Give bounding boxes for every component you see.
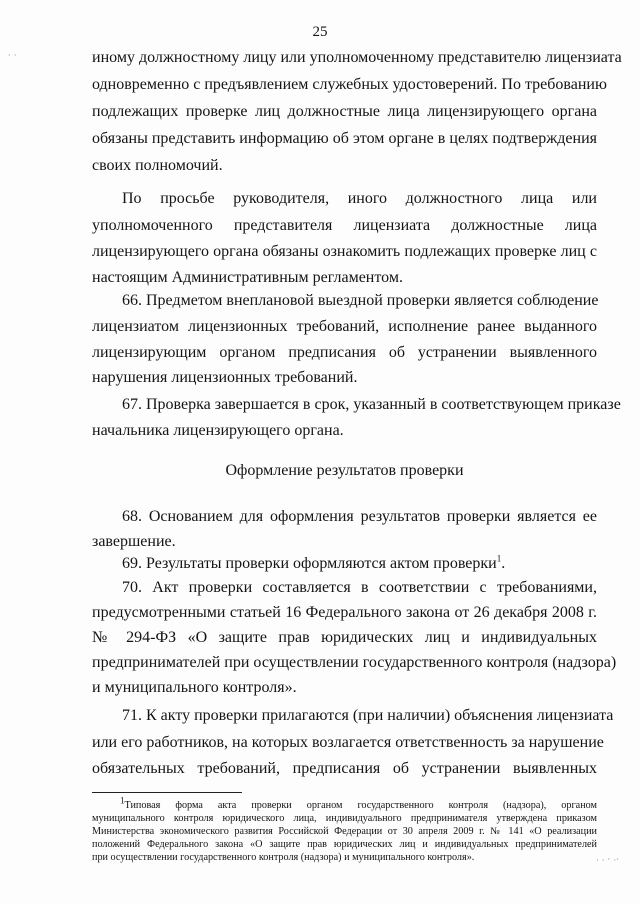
item-66-line: 66. Предметом внеплановой выездной проверки является соблюдение: [122, 292, 599, 309]
paragraph-line: иному должностному лицу или уполномоченному представителю лицензиата: [92, 49, 622, 66]
paragraph-line: уполномоченного представителя лицензиата должностные лица: [92, 217, 597, 234]
footnote-line: [120, 795, 597, 812]
scan-artifact: ˑ ˑ: [8, 52, 17, 62]
item-67-line: начальника лицензирующего органа.: [92, 422, 344, 439]
item-70-line: предусмотренными статьей 16 Федерального закона от 26 декабря 2008 г.: [92, 604, 597, 621]
paragraph-line: настоящим Административным регламентом.: [92, 269, 403, 286]
footnote-marker: 1: [120, 795, 125, 806]
item-70-line: предпринимателей при осуществлении государственного контроля (надзора): [92, 654, 617, 671]
page-number: 25: [312, 24, 328, 40]
item-71-line: 71. К акту проверки прилагаются (при наличии) объяснения лицензиата: [122, 707, 614, 724]
footnote-divider: [92, 792, 242, 793]
item-66-line: лицензирующим органом предписания об устранении выявленного: [92, 344, 597, 361]
section-heading: Оформление результатов проверки: [225, 462, 464, 479]
footnote-line: муниципального контроля юридического лица, индивидуального предпринимателя утверждена приказом: [92, 813, 597, 824]
item-68-line: завершение.: [92, 533, 176, 550]
footnote-line: Министерства экономического развития Российской Федерации от 30 апреля 2009 г. № 141 «О реализации: [92, 826, 597, 837]
item-67-line: 67. Проверка завершается в срок, указанный в соответствующем приказе: [122, 396, 621, 413]
paragraph-line: одновременно с предъявлением служебных удостоверений. По требованию: [92, 76, 607, 93]
item-69-period: .: [501, 555, 506, 572]
scan-artifact: · · ˑ ·ˑ: [596, 856, 620, 866]
paragraph-line: По просьбе руководителя, иного должностного лица или: [122, 190, 597, 207]
paragraph-line: обязаны представить информацию об этом органе в целях подтверждения: [92, 130, 597, 147]
item-69-line: [122, 553, 597, 575]
item-66-line: лицензиатом лицензионных требований, исполнение ранее выданного: [92, 318, 597, 335]
footnote-line: при осуществлении государственного контроля (надзора) и муниципального контроля».: [92, 852, 475, 863]
item-68-line: 68. Основанием для оформления результатов проверки является ее: [122, 508, 597, 525]
item-69-text: 69. Результаты проверки оформляются актом проверки: [122, 555, 497, 572]
paragraph-line: подлежащих проверке лиц должностные лица лицензирующего органа: [92, 103, 597, 120]
item-70-line: 70. Акт проверки составляется в соответствии с требованиями,: [122, 579, 597, 596]
footnote-reference: 1: [496, 553, 502, 564]
footnote-line: положений Федерального закона «О защите прав юридических лиц и индивидуальных предпринимателей: [92, 839, 597, 850]
item-70-line: № 294-ФЗ «О защите прав юридических лиц и индивидуальных: [92, 629, 597, 646]
item-66-line: нарушения лицензионных требований.: [92, 369, 358, 386]
item-71-line: или его работников, на которых возлагается ответственность за нарушение: [92, 734, 604, 751]
item-71-line: обязательных требований, предписания об устранении выявленных: [92, 760, 597, 777]
footnote-text: Типовая форма акта проверки органом государственного контроля (надзора), органом: [124, 800, 597, 811]
item-70-line: и муниципального контроля».: [92, 679, 297, 696]
paragraph-line: своих полномочий.: [92, 157, 223, 174]
paragraph-line: лицензирующего органа обязаны ознакомить подлежащих проверке лиц с: [92, 243, 597, 260]
